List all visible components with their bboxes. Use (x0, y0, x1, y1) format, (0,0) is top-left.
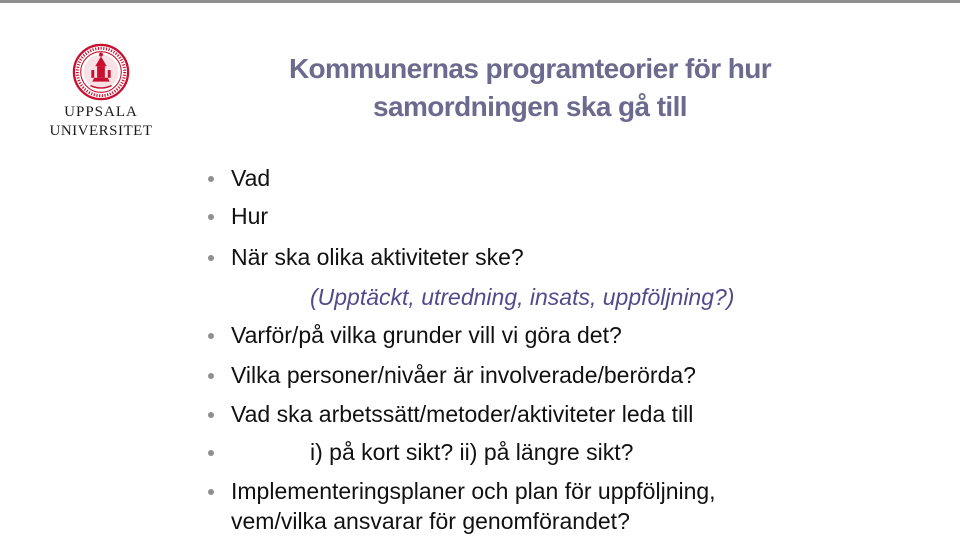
bullet-text: Vad (231, 165, 271, 191)
bullet-text: Vilka personer/nivåer är involverade/berörda? (231, 362, 696, 388)
bullet-text: När ska olika aktiviteter ske? (231, 244, 524, 270)
bullet-dot-icon (208, 214, 214, 220)
bullet-text: Varför/på vilka grunder vill vi göra det? (231, 322, 622, 348)
bullet-dot-icon (208, 489, 214, 495)
top-divider (0, 0, 960, 3)
bullet-text: Implementeringsplaner och plan för uppföljning, (231, 478, 716, 504)
university-logo (46, 40, 156, 150)
logo-text-universitet: UNIVERSITET (49, 123, 153, 139)
logo-text-uppsala: UPPSALA (64, 104, 138, 120)
slide-title-line-1: Kommunernas programteorier för hur (288, 53, 772, 84)
bullet-dot-icon (208, 373, 214, 379)
slide-title-line-2: samordningen ska gå till (373, 91, 687, 122)
bullet-dot-icon (208, 412, 214, 418)
bullet-dot-icon (208, 450, 214, 456)
bullet-text: Hur (231, 203, 269, 229)
bullet-dot-icon (208, 333, 214, 339)
bullet-text-italic: (Upptäckt, utredning, insats, uppföljning?) (310, 284, 735, 310)
bullet-text: i) på kort sikt? ii) på längre sikt? (310, 439, 634, 465)
slide-title (210, 50, 850, 126)
university-seal-icon (72, 43, 130, 101)
bullet-dot-icon (208, 255, 214, 261)
bullet-text: vem/vilka ansvarar för genomförandet? (231, 508, 630, 534)
bullet-text: Vad ska arbetssätt/metoder/aktiviteter leda till (231, 401, 694, 427)
bullet-dot-icon (208, 176, 214, 182)
